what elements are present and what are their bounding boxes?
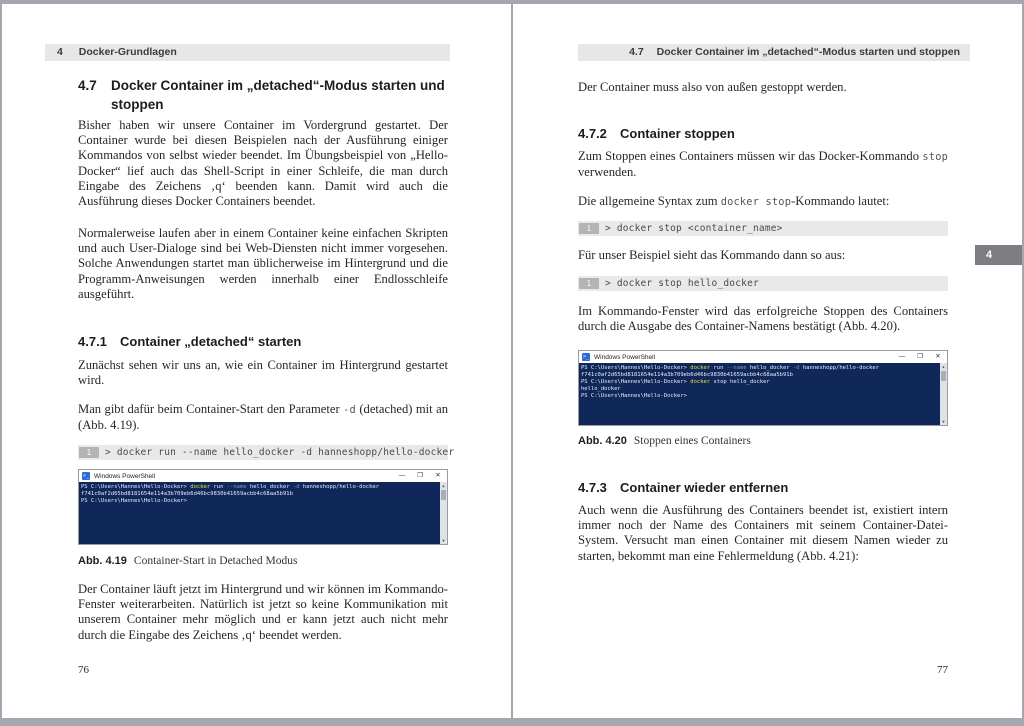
terminal-scrollbar [940, 363, 947, 425]
console-arg: run [210, 484, 227, 490]
paragraph-text: -Kommando lautet: [791, 194, 890, 208]
powershell-window-figure [78, 469, 448, 545]
line-number-badge: 1 [579, 223, 599, 234]
running-head-title: Docker-Grundlagen [78, 46, 177, 58]
scroll-down-icon: ▼ [442, 538, 445, 543]
terminal-titlebar [579, 351, 947, 363]
running-head-left [45, 44, 450, 61]
paragraph: Der Container läuft jetzt im Hintergrund und wir können im Kommando-Fenster weiterarbeiten. Natürlich ist jetzt so keine Kommunikation mit unserem Container mehr möglich und er kann jetzt auch nicht mehr durch die Eingabe des Zeichens ‚q‘ beendet werden. [78, 582, 448, 642]
subsection-title: Container „detached“ starten [120, 334, 302, 349]
scroll-down-icon: ▼ [942, 419, 945, 424]
console-output [79, 482, 447, 544]
console-prompt: PS C:\Users\Hannes\Hello-Docker> [581, 365, 691, 371]
code-text: > docker stop hello_docker [605, 278, 759, 289]
chapter-tab: 4 [975, 245, 1022, 265]
terminal-titlebar [79, 470, 447, 482]
section-number: 4.7 [78, 78, 97, 93]
subsection-heading-4-7-1 [78, 334, 450, 350]
line-number-badge: 1 [79, 447, 99, 458]
line-number-badge: 1 [579, 278, 599, 289]
paragraph-text: (detached) mit an (Abb. 4.19). [78, 402, 449, 433]
scroll-thumb [441, 490, 446, 500]
console-option: -d [292, 484, 300, 490]
paragraph [78, 402, 448, 433]
console-arg: stop hello_docker [710, 379, 770, 385]
console-command: docker [690, 365, 711, 371]
paragraph: Der Container muss also von außen gestoppt werden. [578, 80, 847, 94]
paragraph: Bisher haben wir unsere Container im Vordergrund gestartet. Der Container wurde bei diesen Beispielen nach der Ausführung einiger Kommandos von selbst wieder beendet. Im Übungsbeispiel von „Hello-Docker“ lief auch das Shell-Script in einer Schleife, die man durch Eingabe des Zeichens ‚q‘ beenden kann. Damit wird auch die Ausführung dieses Docker Containers beendet. [78, 118, 448, 209]
paragraph: Normalerweise laufen aber in einem Container keine einfachen Skripten und auch User-Dialoge sind bei Web-Diensten nicht immer vorgesehen. Solche Anwendungen startet man üblicherweise im Hintergrund und die Programm-Anweisungen werden innerhalb einer Endlosschleife ausgeführt. [78, 226, 448, 301]
running-head-right [578, 44, 970, 61]
inline-code: -d [343, 404, 356, 416]
paragraph-text: Man gibt dafür beim Container-Start den Parameter [78, 402, 344, 416]
page-number: 77 [937, 664, 948, 676]
caption-text: Container-Start in Detached Modus [133, 555, 298, 567]
paragraph-text: verwenden. [578, 165, 637, 180]
figure-caption [578, 435, 948, 447]
terminal-scrollbar [440, 482, 447, 544]
running-head-chapter-number: 4 [57, 46, 63, 58]
close-icon: ✕ [935, 353, 941, 360]
paragraph: Im Kommando-Fenster wird das erfolgreiche Stoppen des Containers durch die Ausgabe des Container-Namens bestätigt (Abb. 4.20). [578, 304, 948, 334]
console-option: --name [226, 484, 247, 490]
subsection-number: 4.7.3 [578, 480, 607, 495]
console-line: f741c0af2d65bd8181654e114a3b709eb6d46bc9830b41659acbb4c68aa5b91b [81, 491, 293, 497]
console-line [81, 484, 447, 491]
console-line: f741c0af2d65bd8181654e114a3b709eb6d46bc9830b41659acbb4c68aa5b91b [581, 372, 793, 378]
figure-caption [78, 555, 448, 567]
terminal-title: Windows PowerShell [94, 472, 156, 480]
console-arg: hanneshopp/hello-docker [299, 484, 380, 490]
paragraph-text: Zum Stoppen eines Containers müssen wir das Docker-Kommando [578, 149, 923, 163]
running-head-section-number: 4.7 [629, 46, 644, 58]
console-arg: hello_docker [246, 484, 293, 490]
scroll-up-icon: ▲ [942, 364, 945, 369]
console-arg: run [710, 365, 727, 371]
section-heading-4-7 [78, 76, 450, 114]
terminal-title: Windows PowerShell [594, 353, 656, 361]
paragraph [578, 194, 948, 210]
subsection-heading-4-7-2 [578, 126, 950, 142]
maximize-icon: ❒ [917, 353, 923, 360]
console-output [579, 363, 947, 425]
console-command: docker [690, 379, 711, 385]
page-left [2, 4, 511, 718]
powershell-window-figure [578, 350, 948, 426]
subsection-title: Container stoppen [620, 126, 735, 141]
subsection-number: 4.7.2 [578, 126, 607, 141]
console-line: PS C:\Users\Hannes\Hello-Docker> [81, 498, 187, 504]
powershell-icon: >_ [82, 473, 90, 479]
console-command: docker [190, 484, 211, 490]
code-text: > docker stop <container_name> [605, 223, 783, 234]
running-head-title: Docker Container im „detached“-Modus starten und stoppen [656, 46, 960, 58]
page-right [513, 4, 1022, 718]
scroll-thumb [941, 371, 946, 381]
console-arg: hello_docker [746, 365, 793, 371]
close-icon: ✕ [435, 472, 441, 479]
maximize-icon: ❒ [417, 472, 423, 479]
console-line: PS C:\Users\Hannes\Hello-Docker> [581, 393, 687, 399]
console-arg: hanneshopp/hello-docker [799, 365, 880, 371]
subsection-title: Container wieder entfernen [620, 480, 789, 495]
inline-code: stop [922, 151, 948, 163]
code-listing [78, 445, 455, 460]
console-line: hello_docker [581, 386, 621, 392]
console-line [581, 365, 947, 372]
paragraph: Auch wenn die Ausführung des Containers beendet ist, existiert intern immer noch der Name des Containers mit seinem Container-Datei-System. Versucht man einen Container mit diesem Namen wieder zu starten, bekommt man eine Fehlermeldung (Abb. 4.21): [578, 503, 948, 563]
console-option: --name [726, 365, 747, 371]
inline-code: docker stop [720, 196, 792, 208]
caption-text: Stoppen eines Containers [633, 435, 751, 447]
minimize-icon: — [398, 472, 406, 479]
scroll-up-icon: ▲ [442, 483, 445, 488]
code-text: > docker run --name hello_docker -d hanneshopp/hello-docker [105, 447, 455, 458]
console-option: -d [792, 365, 800, 371]
paragraph: Für unser Beispiel sieht das Kommando dann so aus: [578, 248, 846, 262]
console-line [581, 379, 947, 386]
subsection-heading-4-7-3 [578, 480, 950, 496]
code-listing [578, 276, 948, 291]
powershell-icon: >_ [582, 354, 590, 360]
section-title: Docker Container im „detached“-Modus starten und stoppen [111, 78, 445, 112]
page-number: 76 [78, 664, 89, 676]
caption-label: Abb. 4.20 [578, 435, 627, 447]
caption-label: Abb. 4.19 [78, 555, 127, 567]
paragraph-text: Die allgemeine Syntax zum [578, 194, 721, 208]
console-prompt: PS C:\Users\Hannes\Hello-Docker> [581, 379, 691, 385]
minimize-icon: — [898, 353, 906, 360]
paragraph: Zunächst sehen wir uns an, wie ein Container im Hintergrund gestartet wird. [78, 358, 448, 388]
paragraph [578, 149, 948, 180]
code-listing [578, 221, 948, 236]
console-prompt: PS C:\Users\Hannes\Hello-Docker> [81, 484, 191, 490]
subsection-number: 4.7.1 [78, 334, 107, 349]
